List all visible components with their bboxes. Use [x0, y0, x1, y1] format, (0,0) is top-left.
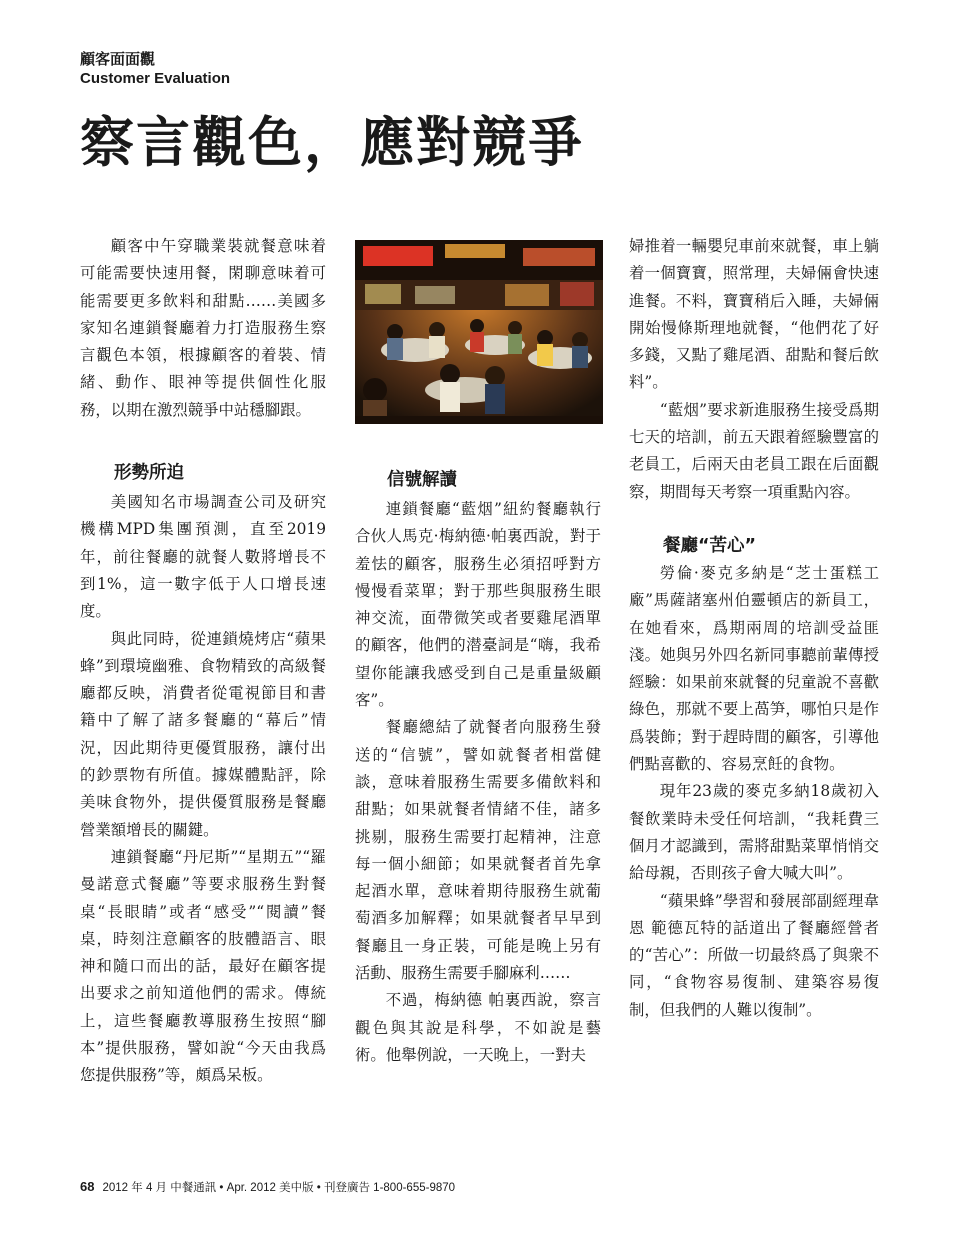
paragraph: 婦推着一輛嬰兒車前來就餐，車上躺着一個寶寶，照常理，夫婦倆會快速進餐。不料，寶寶稍后入睡，夫婦倆開始慢條斯理地就餐，“他們花了好多錢，又點了雞尾酒、甜點和餐后飲料”。: [629, 237, 879, 392]
paragraph: 餐廳總結了就餐者向服務生發送的“信號”，譬如就餐者相當健談，意味着服務生需要多備飲料和甜點；如果就餐者情緒不佳，諸多挑剔，服務生需要打起精神，注意每一個小細節；如果就餐者首先拿起酒水單，意味着期待服務生就葡萄酒多加解釋；如果就餐者早早到餐廳且一身正裝，可能是晚上另有活動、服務生需要手腳麻利……: [355, 718, 601, 983]
paragraph: 與此同時，從連鎖燒烤店“蘋果蜂”到環境幽雅、食物精致的高級餐廳都反映，消費者從電視節目和書籍中了解了諸多餐廳的“幕后”情況，因此期待更優質服務，讓付出的鈔票物有所值。據媒體點評，除美味食物外，提供優質服務是餐廳營業額增長的關鍵。: [80, 629, 326, 839]
restaurant-photo: [355, 240, 603, 424]
paragraph: 連鎖餐廳“藍烟”紐約餐廳執行合伙人馬克·梅納德·帕裏西說，對于羞怯的顧客，服務生必須招呼對方慢慢看菜單；對于那些與服務生眼神交流，面帶微笑或者要雞尾酒單的顧客，他們的潜臺詞是“嗨，我希望你能讓我感受到自己是重量級顧客”。: [355, 500, 601, 710]
footer-text: 2012 年 4 月 中餐通訊 • Apr. 2012 美中版 • 刊登廣告 1-800-655-9870: [102, 1182, 456, 1194]
column-1: [80, 233, 326, 1090]
lead-paragraph: 顧客中午穿職業裝就餐意味着可能需要快速用餐，閑聊意味着可能需要更多飲料和甜點……美國多家知名連鎖餐廳着力打造服務生察言觀色本領，根據顧客的着裝、情緒、動作、眼神等提供個性化服務，以期在激烈競爭中站穩腳跟。: [80, 237, 326, 419]
page-footer: [80, 1179, 455, 1196]
subheading-signals: 信號解讀: [387, 470, 457, 490]
paragraph: “藍烟”要求新進服務生接受爲期七天的培訓，前五天跟着經驗豐富的老員工，后兩天由老員工跟在后面觀察，期間每天考察一項重點內容。: [629, 400, 879, 501]
column-2: [355, 466, 601, 1069]
paragraph: “蘋果蜂”學習和發展部副經理韋恩 範德瓦特的話道出了餐廳經營者的“苦心”：所做一切最終爲了與衆不同，“食物容易復制、建築容易復制，但我們的人難以復制”。: [629, 891, 879, 1019]
section-label: [80, 50, 230, 88]
subheading-situation: 形勢所迫: [114, 463, 184, 484]
article-title: 察言觀色，應對競爭: [80, 110, 584, 174]
restaurant-photo-icon: [355, 240, 603, 424]
page-number: 68: [80, 1179, 95, 1194]
column-3: [629, 233, 879, 1024]
section-label-zh: 顧客面面觀: [80, 51, 156, 68]
paragraph: 現年23歲的麥克多納18歲初入餐飲業時未受任何培訓，“我耗費三個月才認識到，需將甜點菜單悄悄交給母親，否則孩子會大喊大叫”。: [629, 782, 879, 883]
subheading-effort: 餐廳“苦心”: [663, 535, 757, 556]
section-label-en: Customer Evaluation: [80, 70, 231, 87]
paragraph: 勞倫·麥克多納是“芝士蛋糕工廠”馬薩諸塞州伯靈頓店的新員工，在她看來，爲期兩周的培訓受益匪淺。她與另外四名新同事聽前輩傳授經驗：如果前來就餐的兒童說不喜歡綠色，那就不要上萵笋，哪怕只是作爲裝飾；對于趕時間的顧客，引導他們點喜歡的、容易烹飪的食物。: [629, 563, 879, 774]
paragraph: 美國知名市場調查公司及研究機構MPD集團預測，直至2019年，前往餐廳的就餐人數將增長不到1%，這一數字低于人口增長速度。: [80, 493, 326, 621]
paragraph: 連鎖餐廳“丹尼斯”“星期五”“羅曼諾意式餐廳”等要求服務生對餐桌“長眼睛”或者“感受”“閱讀”餐桌，時刻注意顧客的肢體語言、眼神和隨口而出的話，最好在顧客提出要求之前知道他們的需求。傳統上，這些餐廳教導服務生按照“腳本”提供服務，譬如說“今天由我爲您提供服務”等，頗爲呆板。: [80, 847, 326, 1085]
paragraph: 不過，梅納德 帕裏西說，察言觀色與其說是科學，不如說是藝術。他舉例說，一天晚上，一對夫: [355, 991, 601, 1064]
